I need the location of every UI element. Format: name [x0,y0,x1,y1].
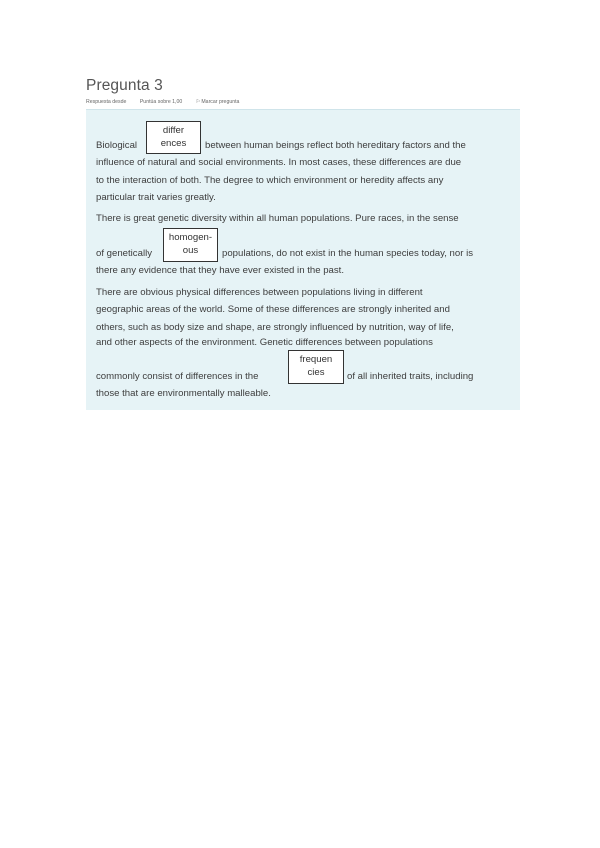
paragraph-3-line-5-prefix: commonly consist of differences in the [96,371,259,382]
paragraph-1-line-3: to the interaction of both. The degree to which environment or heredity affects any [96,175,444,186]
drop-blank-2-part-2: ous [182,245,199,256]
drop-blank-1-part-1: differ [162,125,185,136]
paragraph-2-line-2-suffix: populations, do not exist in the human species today, nor is [222,248,474,259]
paragraph-3-line-6: those that are environmentally malleable. [96,388,271,399]
question-status: Respuesta desde [86,99,127,105]
paragraph-2-line-3: there any evidence that they have ever existed in the past. [96,265,344,276]
paragraph-3-line-5-suffix: of all inherited traits, including [347,371,474,382]
paragraph-1-line-1-prefix: Biological [96,140,138,151]
question-meta [86,99,251,105]
drop-blank-2-part-1: homogen- [168,232,213,243]
drop-blank-2[interactable] [163,228,218,262]
paragraph-1-line-4: particular trait varies greatly. [96,192,216,203]
page-title: Pregunta 3 [86,77,163,94]
paragraph-1-line-1-suffix: between human beings reflect both hereditary factors and the [205,140,466,151]
drop-blank-3-part-2: cies [307,367,325,378]
paragraph-1-line-2: influence of natural and social environments. In most cases, these differences are due [96,157,462,168]
paragraph-3-line-1: There are obvious physical differences between populations living in different [96,287,423,298]
drop-blank-1[interactable] [146,121,201,153]
flag-icon[interactable]: ⚐ [195,99,201,105]
question-score: Puntúa sobre 1,00 [139,99,183,105]
paragraph-3-line-4: and other aspects of the environment. Genetic differences between populations [96,337,433,348]
paragraph-3-line-2: geographic areas of the world. Some of these differences are strongly inherited and [96,304,450,315]
paragraph-2-line-2-prefix: of genetically [96,248,152,259]
paragraph-2-line-1: There is great genetic diversity within all human populations. Pure races, in the sense [96,213,459,224]
drop-blank-3[interactable] [288,350,344,384]
drop-blank-1-underline [146,153,201,154]
drop-blank-3-part-1: frequen [299,354,333,365]
flag-question-link[interactable]: Marcar pregunta [201,99,240,105]
paragraph-3-line-3: others, such as body size and shape, are strongly influenced by nutrition, way of life, [96,322,454,333]
drop-blank-1-part-2: ences [160,138,187,149]
